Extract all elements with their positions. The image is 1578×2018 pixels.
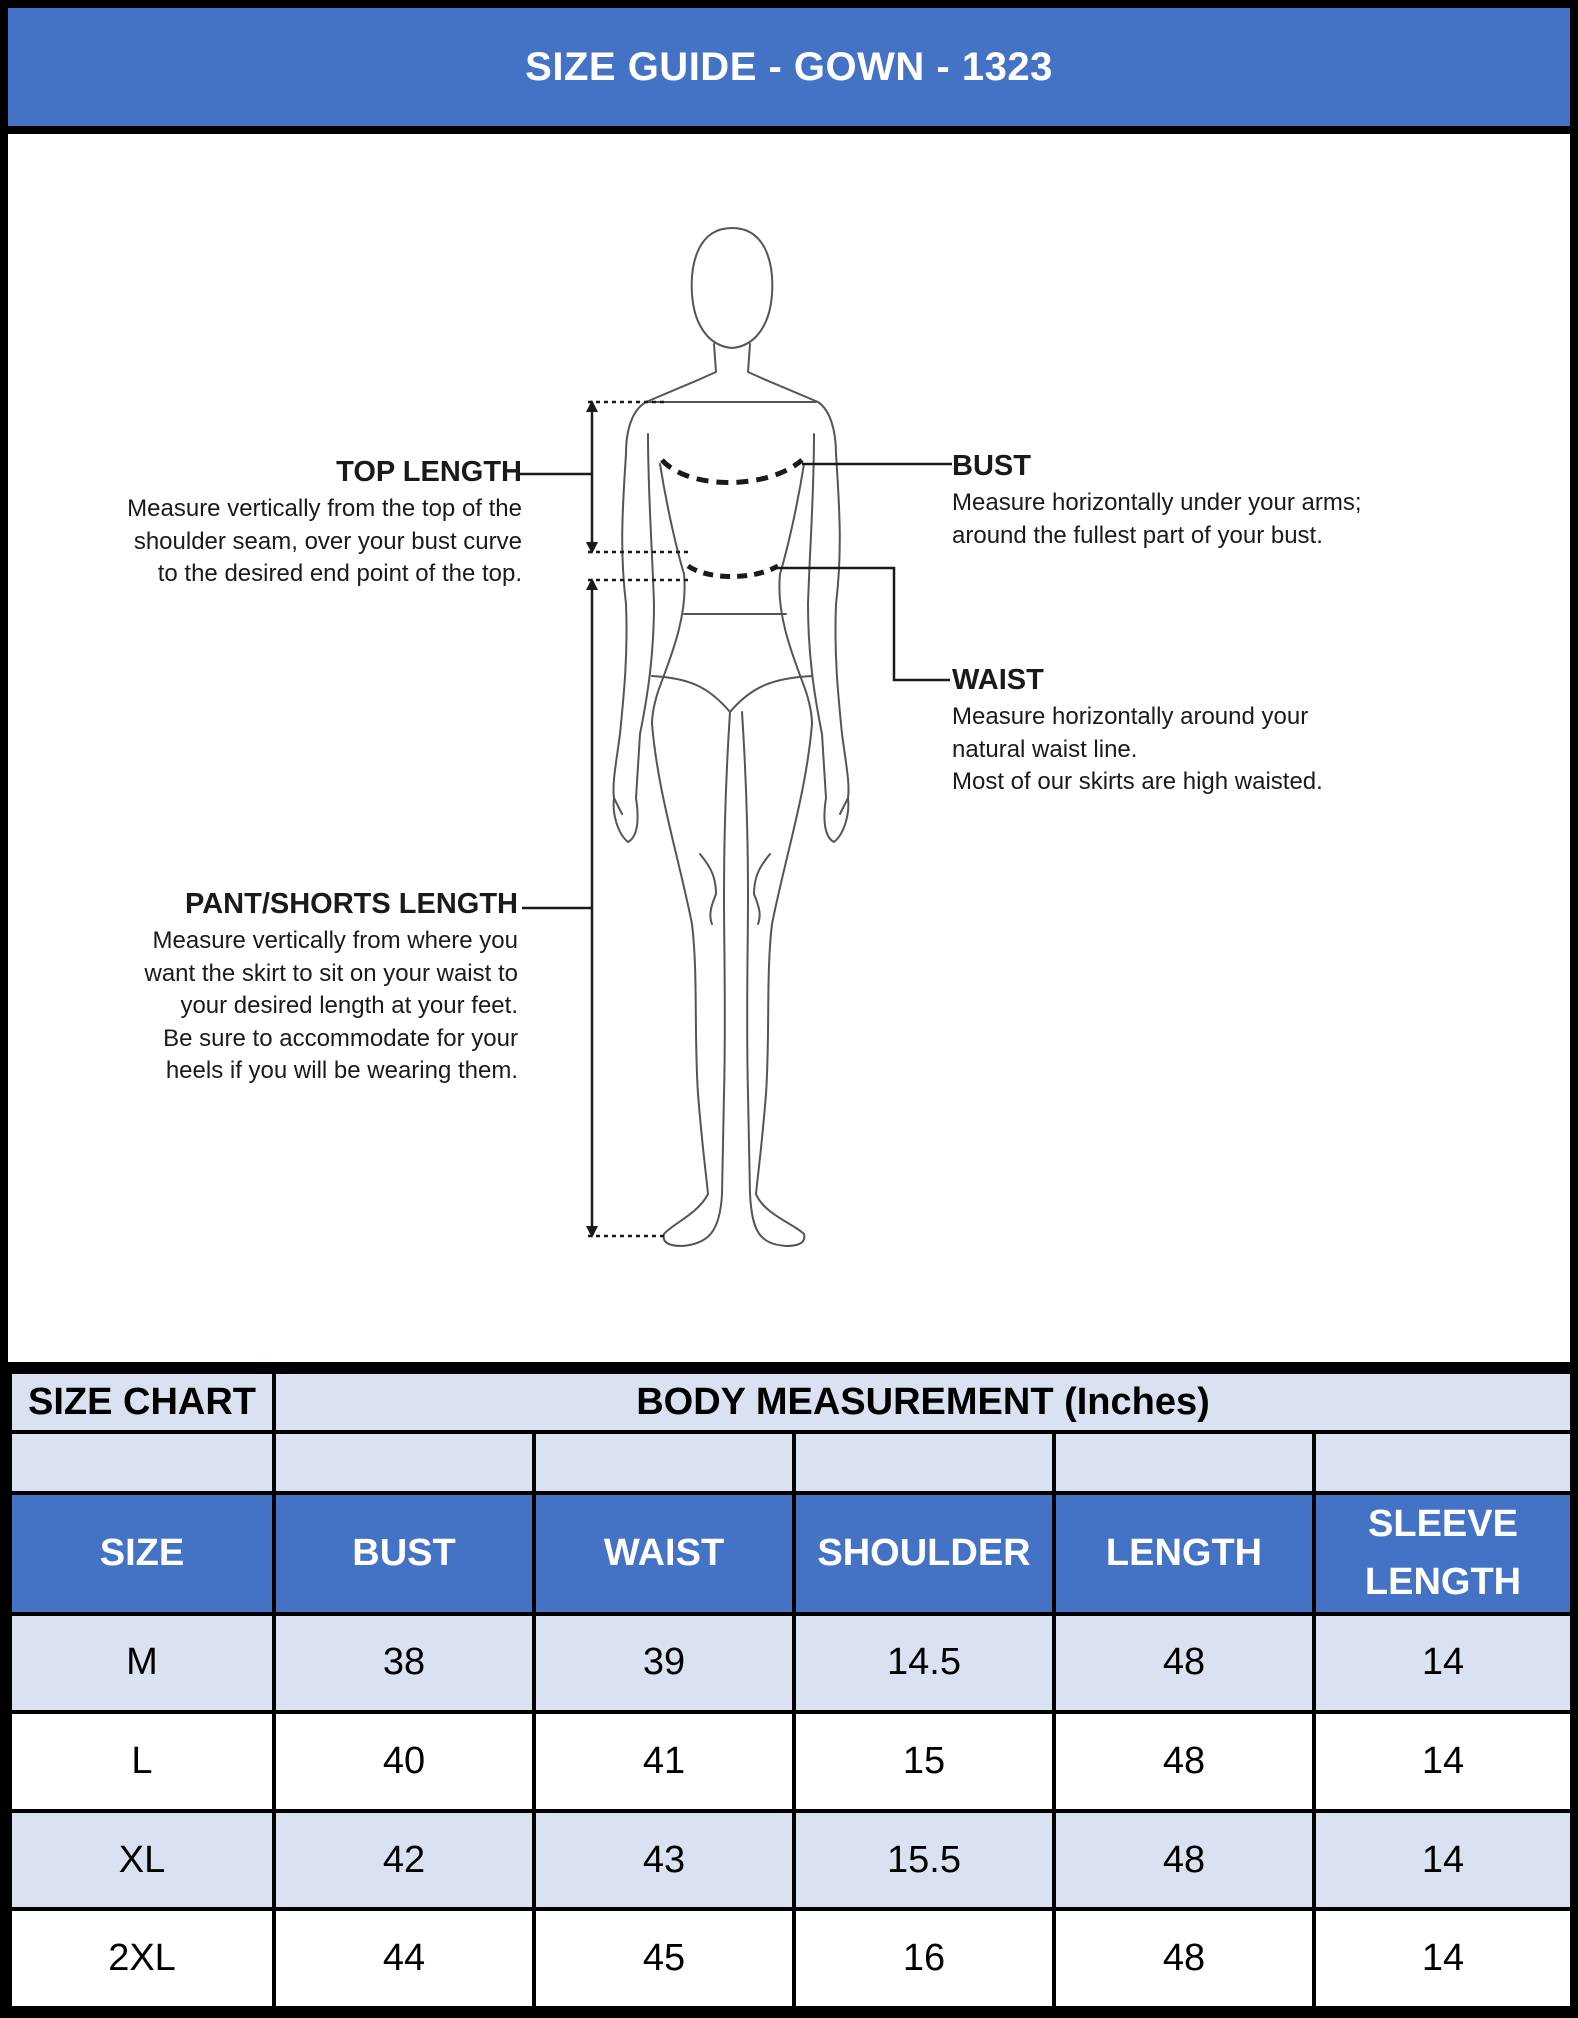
page-title: SIZE GUIDE - GOWN - 1323 (8, 8, 1570, 126)
head-outline (692, 228, 773, 348)
left-leg-inner (722, 712, 730, 1194)
shoulder-cell: 15.5 (794, 1811, 1054, 1910)
bust-label (952, 450, 1452, 552)
right-leg-outer (756, 724, 812, 1194)
pant-length-description: Measure vertically from where you want the skirt to sit on your waist to your desired length at your feet. Be sure to accommodate for your heels if you will be wearing them. (144, 927, 518, 1084)
table-row (10, 1909, 1572, 2008)
bust-cell: 40 (274, 1712, 534, 1811)
right-knee (754, 854, 770, 924)
column-header-shoulder: SHOULDER (794, 1493, 1054, 1614)
left-arm-inner (636, 434, 654, 798)
spacer-cell (534, 1432, 794, 1492)
top-length-description: Measure vertically from the top of the shoulder seam, over your bust curve to the desired end point of the top. (127, 495, 522, 587)
top-length-label (58, 456, 522, 591)
shoulder-cell: 16 (794, 1909, 1054, 2008)
table-header-row (10, 1493, 1572, 1614)
body-measurement-label: BODY MEASUREMENT (Inches) (274, 1372, 1572, 1432)
column-header-sleeve-length: SLEEVE LENGTH (1314, 1493, 1572, 1614)
waist-dashed-line (688, 566, 778, 577)
sleeve-length-cell: 14 (1314, 1614, 1572, 1713)
table-title-row (10, 1372, 1572, 1432)
column-header-waist: WAIST (534, 1493, 794, 1614)
bust-cell: 38 (274, 1614, 534, 1713)
left-foot (664, 1194, 722, 1246)
torso-right (779, 464, 812, 724)
bust-dashed-line (662, 460, 802, 483)
column-header-length: LENGTH (1054, 1493, 1314, 1614)
shoulder-cell: 15 (794, 1712, 1054, 1811)
waist-cell: 41 (534, 1712, 794, 1811)
left-leg-outer (652, 724, 708, 1194)
spacer-cell (274, 1432, 534, 1492)
table-spacer-row (10, 1432, 1572, 1492)
neck-outline (698, 344, 766, 380)
right-leg-inner (742, 712, 750, 1194)
length-cell: 48 (1054, 1909, 1314, 2008)
shoulder-outline (626, 380, 836, 454)
waist-cell: 43 (534, 1811, 794, 1910)
length-cell: 48 (1054, 1811, 1314, 1910)
size-cell: M (10, 1614, 274, 1713)
pant-length-heading: PANT/SHORTS LENGTH (185, 888, 518, 920)
hip-line (652, 676, 812, 712)
top-length-heading: TOP LENGTH (336, 456, 522, 488)
waist-label (952, 664, 1452, 799)
bust-description: Measure horizontally under your arms; around the fullest part of your bust. (952, 489, 1362, 549)
bust-cell: 42 (274, 1811, 534, 1910)
size-chart-label: SIZE CHART (10, 1372, 274, 1432)
size-cell: L (10, 1712, 274, 1811)
table-row (10, 1712, 1572, 1811)
spacer-cell (1054, 1432, 1314, 1492)
waist-heading: WAIST (952, 664, 1044, 696)
length-cell: 48 (1054, 1712, 1314, 1811)
waist-cell: 39 (534, 1614, 794, 1713)
right-foot (750, 1194, 804, 1246)
waist-pointer (774, 568, 950, 680)
bust-heading: BUST (952, 450, 1031, 482)
sleeve-length-cell: 14 (1314, 1712, 1572, 1811)
spacer-cell (10, 1432, 274, 1492)
sleeve-length-cell: 14 (1314, 1811, 1572, 1910)
left-knee (700, 854, 716, 924)
length-cell: 48 (1054, 1614, 1314, 1713)
size-cell: 2XL (10, 1909, 274, 2008)
measurement-figure (8, 134, 1570, 1362)
sleeve-length-cell: 14 (1314, 1909, 1572, 2008)
column-header-size: SIZE (10, 1493, 274, 1614)
spacer-cell (794, 1432, 1054, 1492)
right-arm-outer (835, 454, 848, 814)
bust-cell: 44 (274, 1909, 534, 2008)
left-arm-outer (613, 454, 626, 814)
shoulder-cell: 14.5 (794, 1614, 1054, 1713)
column-header-bust: BUST (274, 1493, 534, 1614)
torso-left (652, 464, 685, 724)
waist-cell: 45 (534, 1909, 794, 2008)
size-chart-table (8, 1370, 1574, 2010)
size-cell: XL (10, 1811, 274, 1910)
spacer-cell (1314, 1432, 1572, 1492)
pant-length-label (48, 888, 518, 1088)
table-row (10, 1614, 1572, 1713)
table-row (10, 1811, 1572, 1910)
waist-description: Measure horizontally around your natural waist line. Most of our skirts are high waisted. (952, 703, 1323, 795)
